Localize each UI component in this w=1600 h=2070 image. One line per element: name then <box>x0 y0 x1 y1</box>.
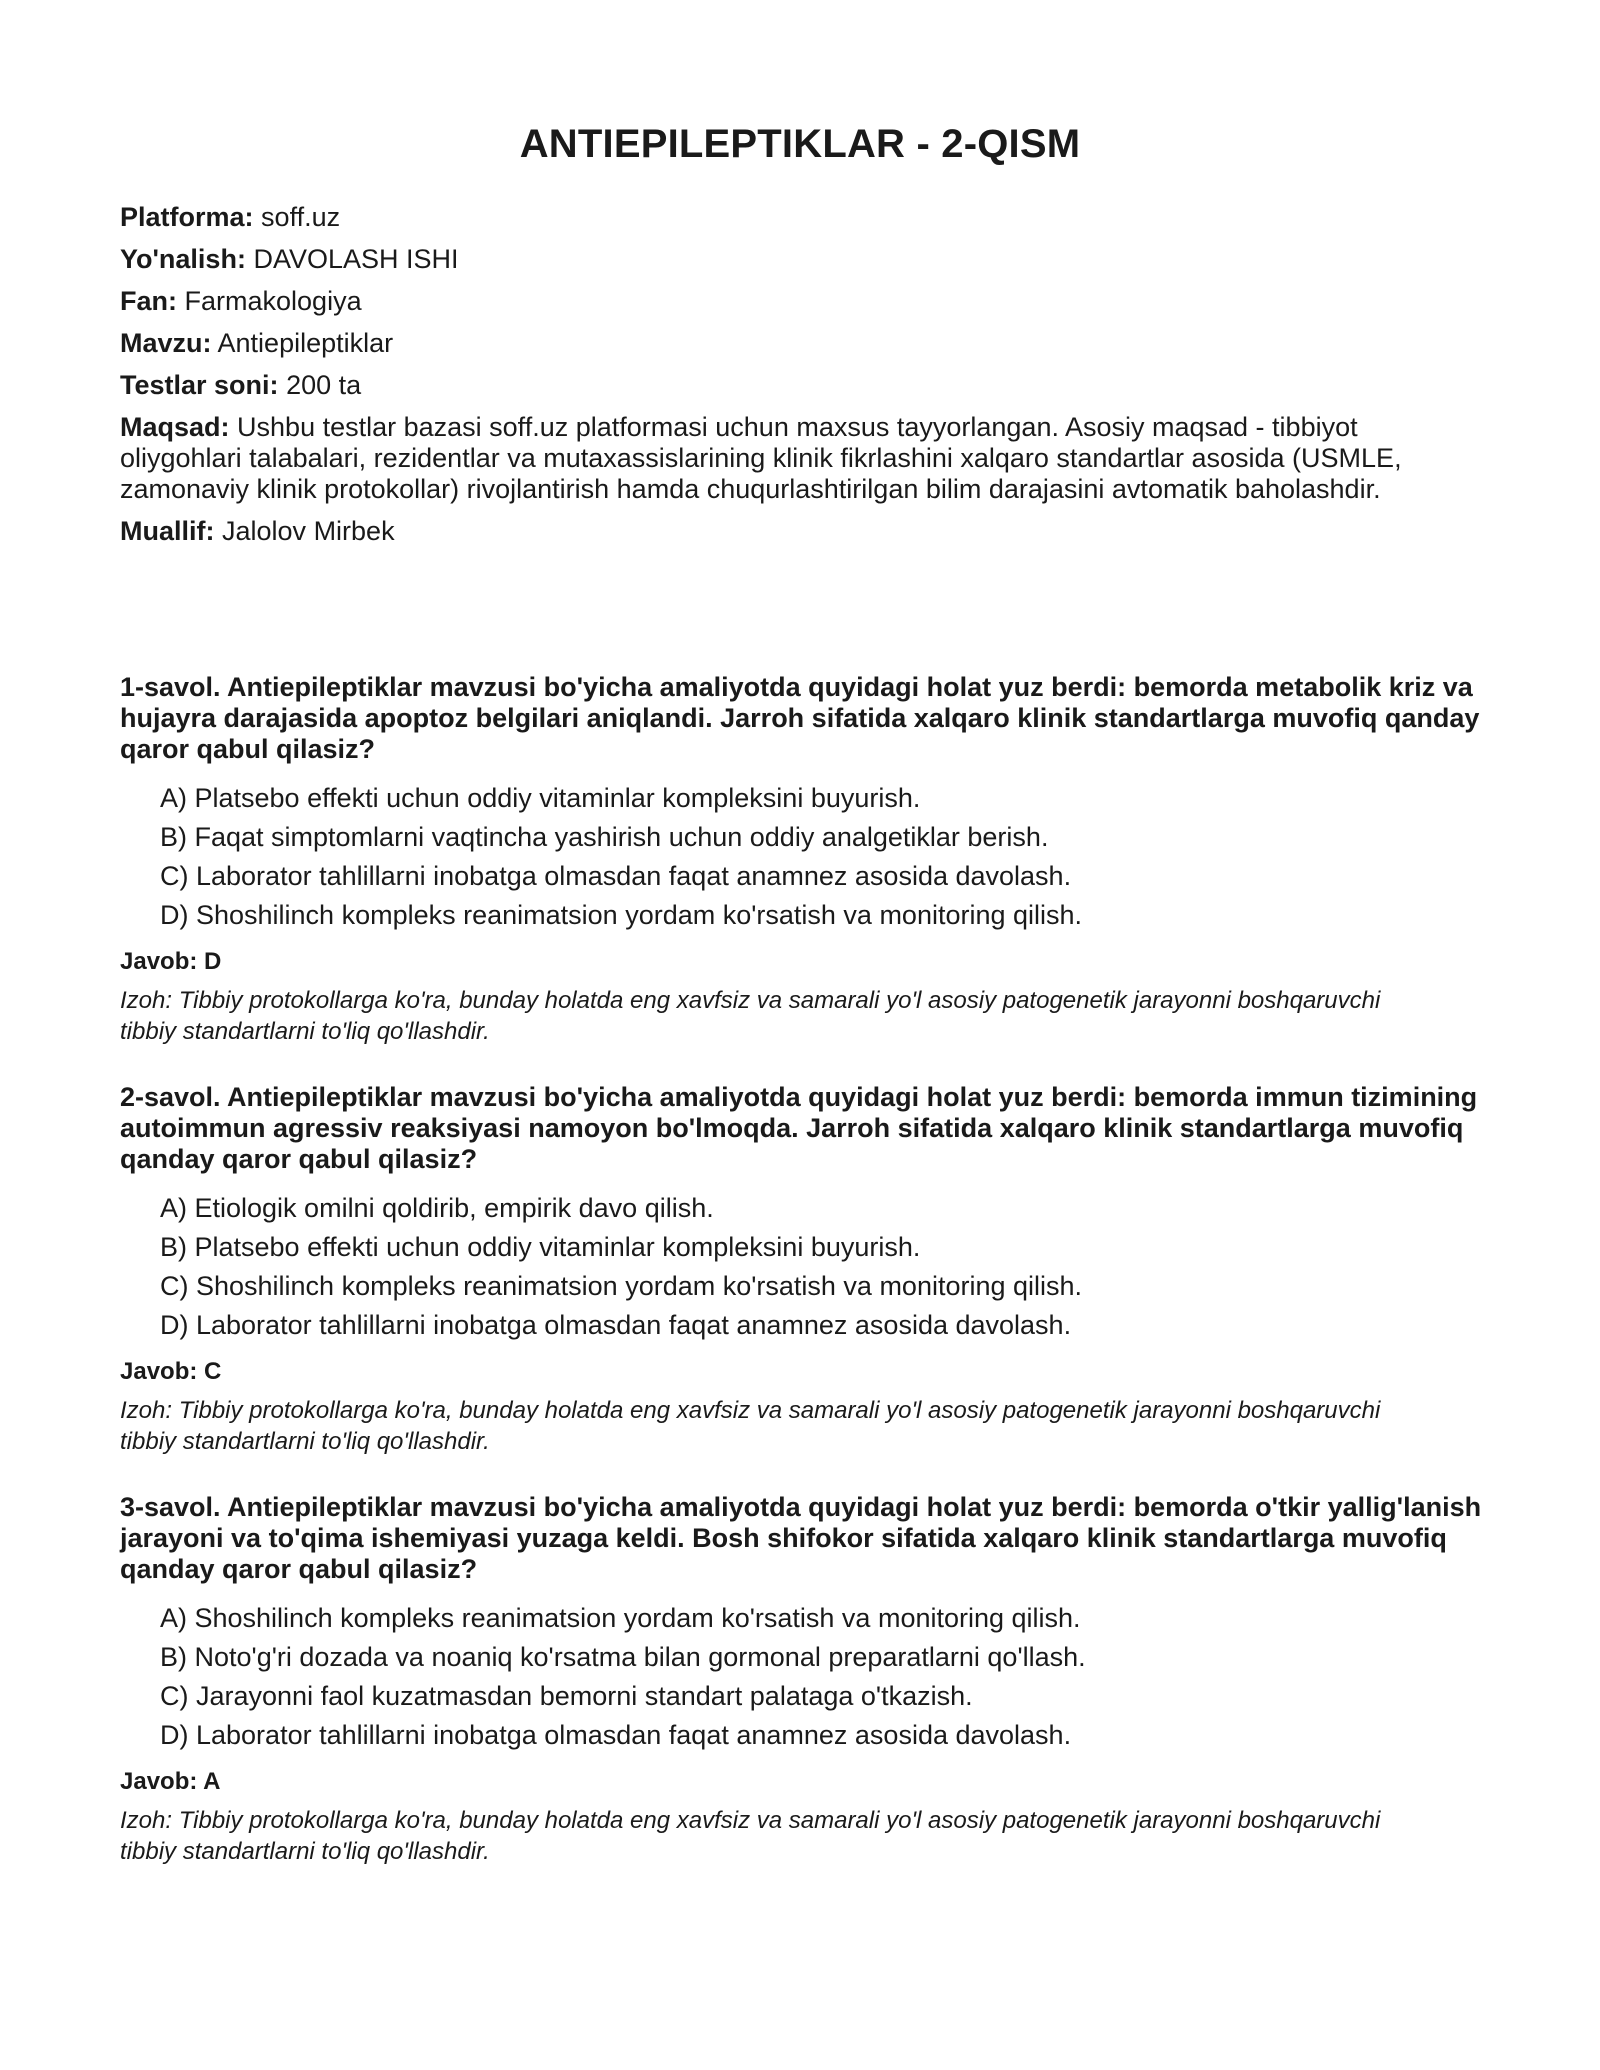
meta-platforma-label: Platforma: <box>120 202 254 232</box>
answer-options <box>120 1189 1500 1345</box>
option-b: B) Faqat simptomlarni vaqtincha yashirish uchun oddiy analgetiklar berish. <box>160 822 1049 852</box>
option-c: C) Laborator tahlillarni inobatga olmasdan faqat anamnez asosida davolash. <box>160 861 1072 891</box>
meta-platforma-value: soff.uz <box>261 202 341 232</box>
option-b: B) Platsebo effekti uchun oddiy vitaminlar kompleksini buyurish. <box>160 1232 921 1262</box>
option-a: A) Etiologik omilni qoldirib, empirik davo qilish. <box>160 1193 714 1223</box>
option-d: D) Laborator tahlillarni inobatga olmasdan faqat anamnez asosida davolash. <box>160 1720 1072 1750</box>
correct-answer: Javob: C <box>120 1358 222 1385</box>
option-d: D) Laborator tahlillarni inobatga olmasdan faqat anamnez asosida davolash. <box>160 1310 1072 1340</box>
meta-muallif-value: Jalolov Mirbek <box>222 516 395 546</box>
meta-maqsad <box>120 412 1480 505</box>
meta-muallif <box>120 516 1480 547</box>
question-text: 1-savol. Antiepileptiklar mavzusi bo'yicha amaliyotda quyidagi holat yuz berdi: bemorda metabolik kriz va hujayra darajasida apoptoz belgilari aniqlandi. Jarroh sifatida xalqaro klinik standartlarga muvofiq qanday qaror qabul qilasiz? <box>120 672 1480 764</box>
meta-maqsad-value: Ushbu testlar bazasi soff.uz platformasi uchun maxsus tayyorlangan. Asosiy maqsad - tibbiyot oliygohlari talabalari, rezidentlar va mutaxassislarining klinik fikrlashini xalqaro standartlar asosida (USMLE, zamonaviy klinik protokollar) rivojlantirish hamda chuqurlashtirilgan bilim darajasini avtomatik baholashdir. <box>120 412 1402 504</box>
question-text: 2-savol. Antiepileptiklar mavzusi bo'yicha amaliyotda quyidagi holat yuz berdi: bemorda immun tizimining autoimmun agressiv reaksiyasi namoyon bo'lmoqda. Jarroh sifatida xalqaro klinik standartlarga muvofiq qanday qaror qabul qilasiz? <box>120 1082 1478 1174</box>
meta-testlar-soni <box>120 370 1480 401</box>
explanation: Izoh: Tibbiy protokollarga ko'ra, bunday holatda eng xavfsiz va samarali yo'l asosiy patogenetik jarayonni boshqaruvchi tibbiy standartlarni to'liq qo'llashdir. <box>120 987 1381 1045</box>
meta-mavzu-value: Antiepileptiklar <box>217 328 394 358</box>
document-metadata <box>120 202 1480 558</box>
option-c: C) Shoshilinch kompleks reanimatsion yordam ko'rsatish va monitoring qilish. <box>160 1271 1083 1301</box>
meta-yonalish-label: Yo'nalish: <box>120 244 246 274</box>
option-a: A) Platsebo effekti uchun oddiy vitaminlar kompleksini buyurish. <box>160 783 921 813</box>
page-title: ANTIEPILEPTIKLAR - 2-QISM <box>519 122 1081 166</box>
option-b: B) Noto'g'ri dozada va noaniq ko'rsatma bilan gormonal preparatlarni qo'llash. <box>160 1642 1086 1672</box>
meta-fan <box>120 286 1480 317</box>
option-a: A) Shoshilinch kompleks reanimatsion yordam ko'rsatish va monitoring qilish. <box>160 1603 1081 1633</box>
meta-mavzu-label: Mavzu: <box>120 328 212 358</box>
question-2 <box>120 1082 1500 1457</box>
explanation: Izoh: Tibbiy protokollarga ko'ra, bunday holatda eng xavfsiz va samarali yo'l asosiy patogenetik jarayonni boshqaruvchi tibbiy standartlarni to'liq qo'llashdir. <box>120 1807 1381 1865</box>
meta-fan-label: Fan: <box>120 286 177 316</box>
meta-platforma <box>120 202 1480 233</box>
question-3 <box>120 1492 1500 1867</box>
meta-yonalish <box>120 244 1480 275</box>
correct-answer: Javob: D <box>120 948 222 975</box>
option-d: D) Shoshilinch kompleks reanimatsion yordam ko'rsatish va monitoring qilish. <box>160 900 1083 930</box>
question-1 <box>120 672 1500 1047</box>
answer-options <box>120 1599 1500 1755</box>
option-c: C) Jarayonni faol kuzatmasdan bemorni standart palataga o'tkazish. <box>160 1681 973 1711</box>
explanation: Izoh: Tibbiy protokollarga ko'ra, bunday holatda eng xavfsiz va samarali yo'l asosiy patogenetik jarayonni boshqaruvchi tibbiy standartlarni to'liq qo'llashdir. <box>120 1397 1381 1455</box>
meta-testlar-label: Testlar soni: <box>120 370 279 400</box>
meta-yonalish-value: DAVOLASH ISHI <box>253 244 459 274</box>
meta-maqsad-label: Maqsad: <box>120 412 230 442</box>
meta-fan-value: Farmakologiya <box>184 286 362 316</box>
answer-options <box>120 779 1500 935</box>
question-text: 3-savol. Antiepileptiklar mavzusi bo'yicha amaliyotda quyidagi holat yuz berdi: bemorda o'tkir yallig'lanish jarayoni va to'qima ishemiyasi yuzaga keldi. Bosh shifokor sifatida xalqaro klinik standartlarga muvofiq qanday qaror qabul qilasiz? <box>120 1492 1482 1584</box>
meta-muallif-label: Muallif: <box>120 516 215 546</box>
correct-answer: Javob: A <box>120 1768 221 1795</box>
meta-testlar-value: 200 ta <box>286 370 362 400</box>
meta-mavzu <box>120 328 1480 359</box>
